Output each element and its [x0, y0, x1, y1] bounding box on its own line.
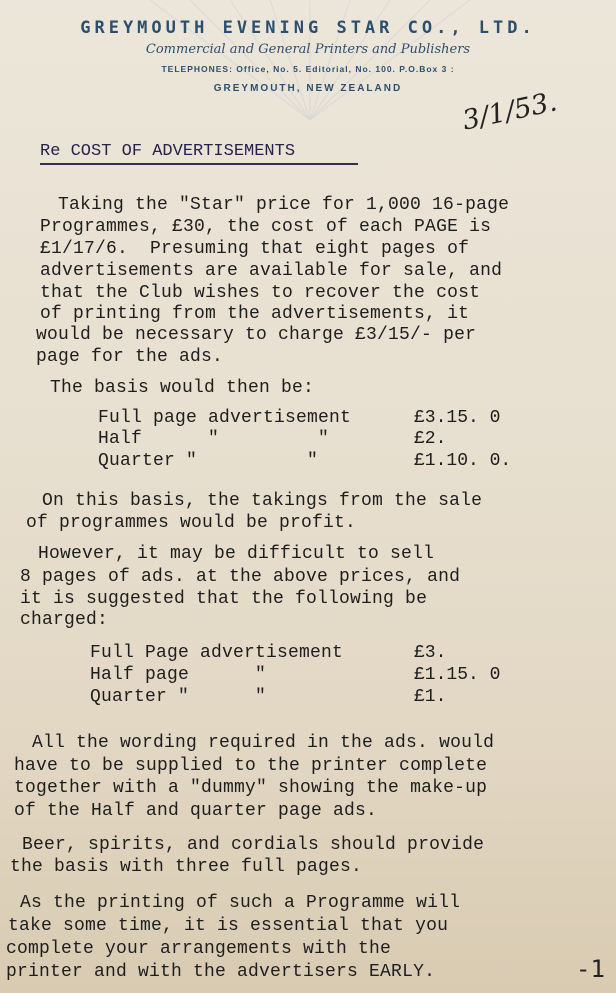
letterhead-telephones: TELEPHONES: Office, No. 5. Editorial, No. 100. P.O.Box 3 :	[161, 64, 455, 74]
document-heading: Re COST OF ADVERTISEMENTS	[40, 142, 296, 161]
para4-line: have to be supplied to the printer complete	[14, 756, 488, 776]
para3-line: However, it may be difficult to sell	[38, 544, 435, 564]
rate2-label: Quarter " "	[90, 687, 267, 707]
para1-line: would be necessary to charge £3/15/- per	[36, 325, 477, 345]
para1-line: advertisements are available for sale, and	[40, 261, 503, 281]
rate2-amount: £3.	[414, 643, 447, 663]
para5-line: the basis with three full pages.	[10, 857, 363, 877]
basis-intro: The basis would then be:	[50, 378, 315, 398]
para4-line: All the wording required in the ads. would	[32, 733, 495, 753]
para1-line: page for the ads.	[36, 347, 224, 367]
rate2-label: Half page "	[90, 665, 267, 685]
para2-line: of programmes would be profit.	[26, 513, 357, 533]
para1-line: of printing from the advertisements, it	[40, 304, 470, 324]
rate1-label: Full page advertisement	[98, 408, 352, 428]
letterhead-town: GREYMOUTH, NEW ZEALAND	[213, 83, 403, 94]
para1-line: Taking the "Star" price for 1,000 16-page	[58, 195, 510, 215]
letterhead-tagline: Commercial and General Printers and Publishers	[145, 42, 471, 57]
para6-line: printer and with the advertisers EARLY.	[6, 962, 436, 982]
rate1-amount: £1.10. 0.	[414, 451, 512, 471]
para4-line: of the Half and quarter page ads.	[14, 801, 378, 821]
para2-line: On this basis, the takings from the sale	[42, 491, 483, 511]
para4-line: together with a "dummy" showing the make-up	[14, 778, 488, 798]
para1-line: Programmes, £30, the cost of each PAGE is	[40, 217, 492, 237]
para1-line: that the Club wishes to recover the cost	[40, 283, 481, 303]
rate1-label: Half " "	[98, 429, 330, 449]
para6-line: take some time, it is essential that you	[8, 916, 449, 936]
rate2-label: Full Page advertisement	[90, 643, 344, 663]
rate1-amount: £2.	[414, 429, 447, 449]
para3-line: 8 pages of ads. at the above prices, and	[20, 567, 461, 587]
para1-line: £1/17/6. Presuming that eight pages of	[40, 239, 470, 259]
heading-underline	[40, 163, 358, 165]
letterhead-company-name: GREYMOUTH EVENING STAR CO., LTD.	[80, 18, 536, 38]
rate1-label: Quarter " "	[98, 451, 319, 471]
rate1-amount: £3.15. 0	[414, 408, 501, 428]
handwritten-date: 3/1/53.	[459, 86, 560, 137]
para3-line: charged:	[20, 610, 109, 630]
rate2-amount: £1.15. 0	[414, 665, 501, 685]
para3-line: it is suggested that the following be	[20, 589, 428, 609]
para6-line: complete your arrangements with the	[6, 939, 392, 959]
para6-line: As the printing of such a Programme will	[20, 893, 461, 913]
para5-line: Beer, spirits, and cordials should provide	[22, 835, 485, 855]
corner-pencil-mark: -1	[576, 955, 605, 983]
rate2-amount: £1.	[414, 687, 447, 707]
